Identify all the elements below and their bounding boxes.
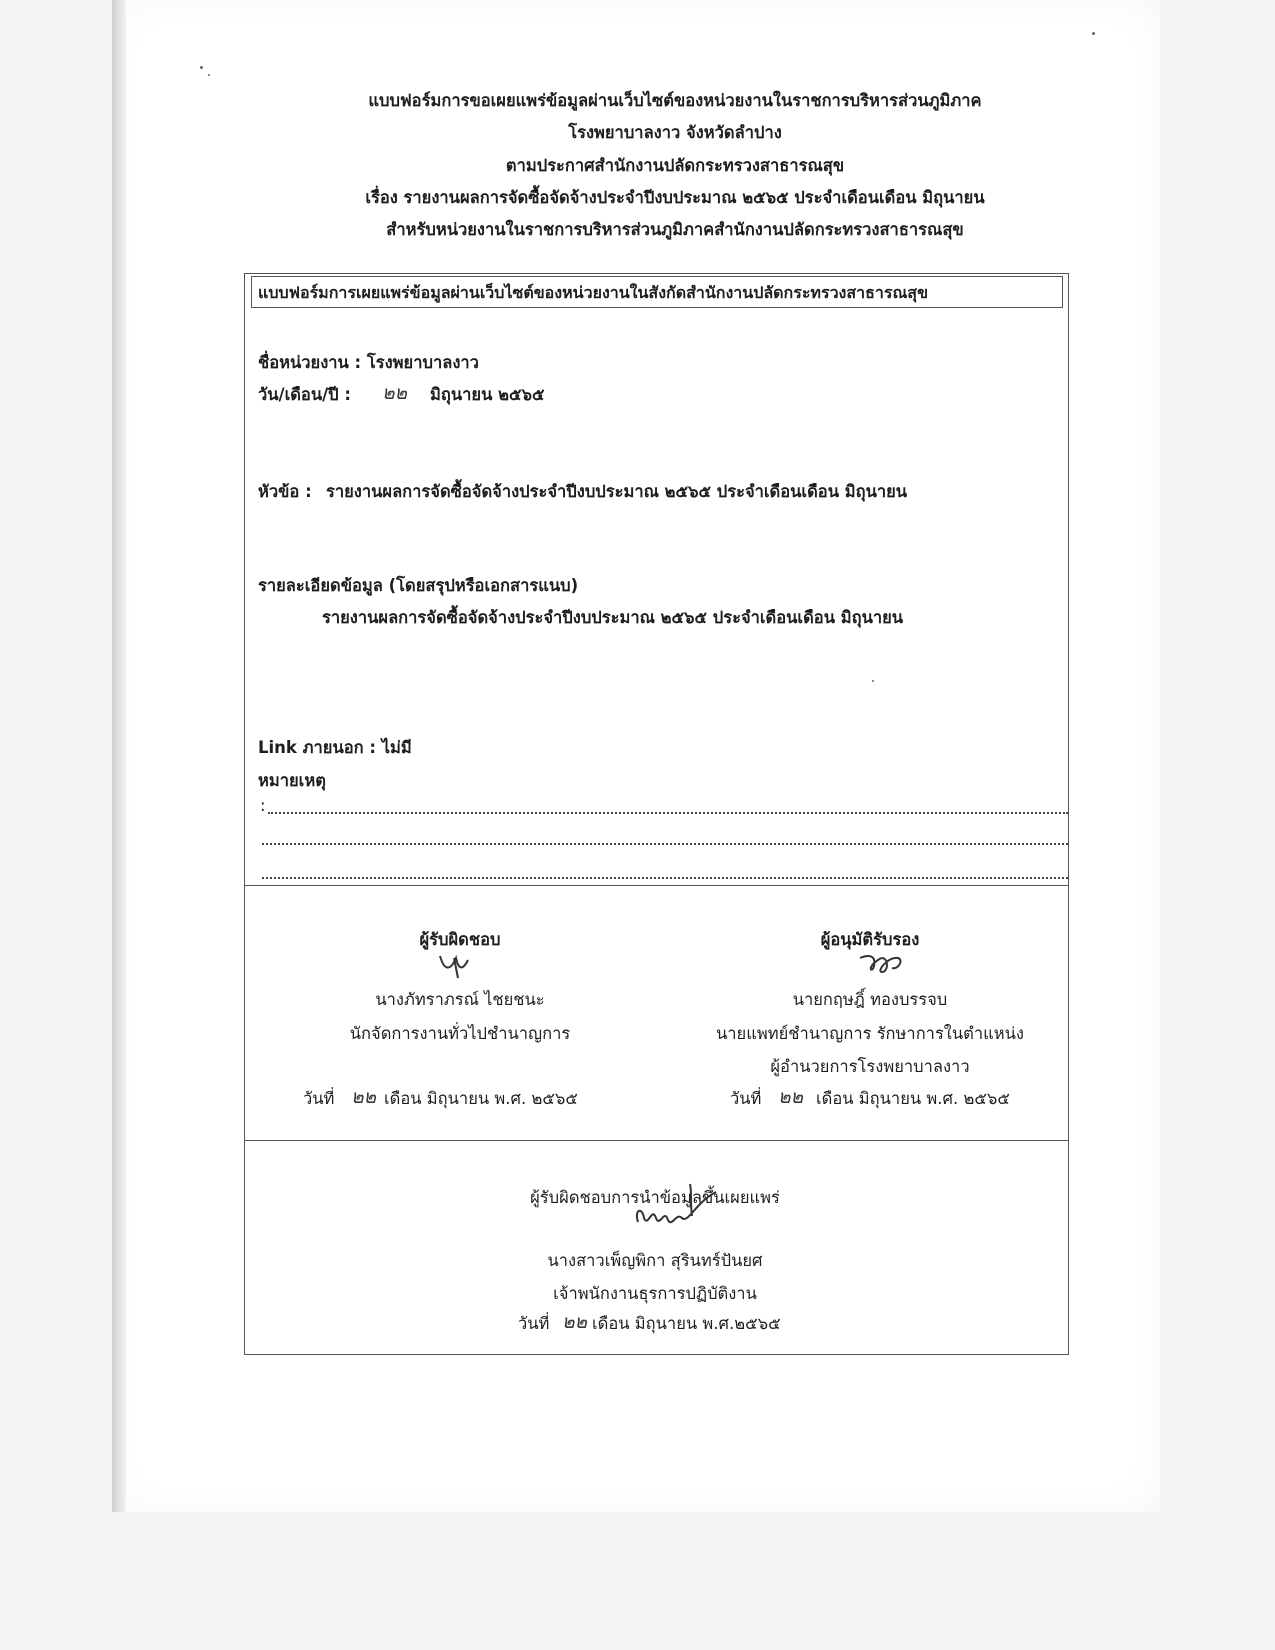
agency-label: ชื่อหน่วยงาน : โรงพยาบาลงาว [258, 353, 479, 372]
publisher-date-rest: เดือน มิถุนายน พ.ศ.๒๕๖๕ [592, 1314, 781, 1333]
publisher-date-day-handwritten: ๒๒ [562, 1311, 588, 1333]
link-label: Link ภายนอก : ไม่มี [258, 738, 412, 757]
date-rest: มิถุนายน ๒๕๖๕ [430, 385, 545, 404]
scan-speck [1092, 32, 1095, 35]
publisher-heading: ผู้รับผิดชอบการนำข้อมูลขึ้นเผยแพร่ [530, 1188, 780, 1207]
header-line-1: แบบฟอร์มการขอเผยแพร่ข้อมูลผ่านเว็บไซต์ของหน่วยงานในราชการบริหารส่วนภูมิภาค [368, 91, 982, 110]
form-title: แบบฟอร์มการเผยแพร่ข้อมูลผ่านเว็บไซต์ของหน่วยงานในสังกัดสำนักงานปลัดกระทรวงสาธารณสุข [258, 283, 928, 302]
details-label: รายละเอียดข้อมูล (โดยสรุปหรือเอกสารแนบ) [258, 576, 579, 595]
section-divider-2 [244, 1140, 1068, 1141]
approver-date-day-handwritten: ๒๒ [778, 1086, 804, 1108]
approver-signature [858, 948, 908, 978]
header-line-3: ตามประกาศสำนักงานปลัดกระทรวงสาธารณสุข [505, 156, 845, 175]
publisher-signature [630, 1172, 730, 1232]
approver-position-2: ผู้อำนวยการโรงพยาบาลงาว [770, 1057, 970, 1076]
details-value: รายงานผลการจัดซื้อจัดจ้างประจำปีงบประมาณ ๒๕๖๕ ประจำเดือนเดือน มิถุนายน [322, 608, 904, 627]
note-dotted-line-1 [268, 812, 1068, 814]
responsible-name: นางภัทราภรณ์ ไชยชนะ [375, 990, 545, 1009]
header-line-4: เรื่อง รายงานผลการจัดซื้อจัดจ้างประจำปีงบประมาณ ๒๕๖๕ ประจำเดือนเดือน มิถุนายน [365, 188, 985, 207]
note-colon: : [260, 796, 266, 815]
responsible-date-prefix: วันที่ [303, 1089, 335, 1108]
date-label: วัน/เดือน/ปี : [258, 385, 351, 404]
note-dotted-line-2 [262, 843, 1068, 845]
approver-name: นายกฤษฎิ์ ทองบรรจบ [792, 990, 948, 1009]
responsible-date-day-handwritten: ๒๒ [351, 1086, 377, 1108]
header-line-2: โรงพยาบาลงาว จังหวัดลำปาง [568, 123, 782, 142]
publisher-name: นางสาวเพ็ญพิกา สุรินทร์ปันยศ [547, 1251, 763, 1270]
note-label: หมายเหตุ [258, 771, 326, 790]
scan-edge-shadow [112, 0, 126, 1512]
topic-label: หัวข้อ : [258, 482, 312, 501]
responsible-heading: ผู้รับผิดชอบ [419, 930, 501, 949]
note-dotted-line-3 [262, 877, 1068, 879]
publisher-position: เจ้าพนักงานธุรการปฏิบัติงาน [553, 1284, 757, 1303]
responsible-signature [436, 950, 476, 980]
section-divider-1 [244, 885, 1068, 886]
approver-date-rest: เดือน มิถุนายน พ.ศ. ๒๕๖๕ [816, 1089, 1010, 1108]
publisher-date-prefix: วันที่ [518, 1314, 550, 1333]
scan-speck [200, 66, 203, 69]
responsible-position: นักจัดการงานทั่วไปชำนาญการ [349, 1024, 571, 1043]
topic-value: รายงานผลการจัดซื้อจัดจ้างประจำปีงบประมาณ ๒๕๖๕ ประจำเดือนเดือน มิถุนายน [326, 482, 908, 501]
approver-heading: ผู้อนุมัติรับรอง [820, 930, 920, 949]
header-line-5: สำหรับหน่วยงานในราชการบริหารส่วนภูมิภาคสำนักงานปลัดกระทรวงสาธารณสุข [386, 220, 964, 239]
approver-position-1: นายแพทย์ชำนาญการ รักษาการในตำแหน่ง [716, 1024, 1024, 1043]
responsible-date-rest: เดือน มิถุนายน พ.ศ. ๒๕๖๕ [384, 1089, 578, 1108]
scan-speck [208, 74, 210, 76]
date-day-handwritten: ๒๒ [382, 382, 408, 404]
approver-date-prefix: วันที่ [730, 1089, 762, 1108]
